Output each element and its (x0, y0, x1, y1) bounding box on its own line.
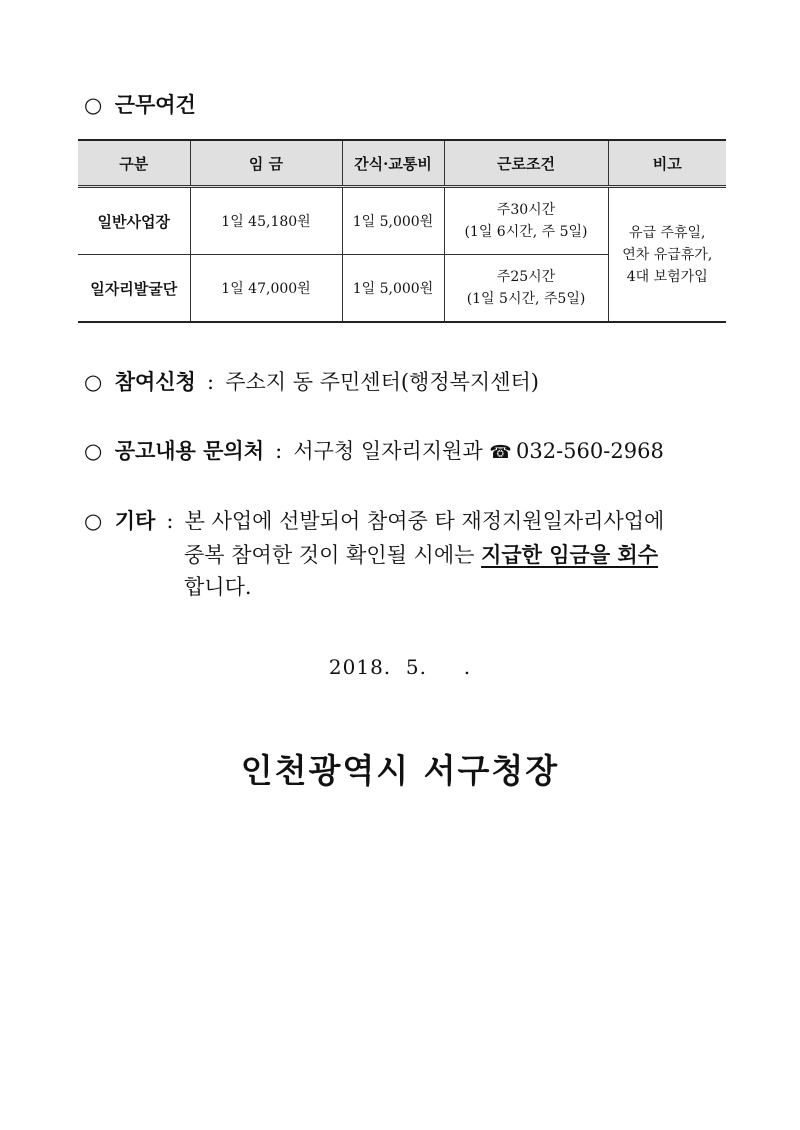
phone-icon: ☎ (489, 442, 512, 463)
condition-hours: 주25시간 (496, 269, 556, 285)
row-label-job-discovery: 일자리발굴단 (78, 255, 190, 323)
bullet-circle: ○ (84, 439, 103, 463)
remarks-cell (608, 187, 726, 323)
work-conditions-heading (84, 91, 196, 119)
etc-first-line (84, 507, 714, 535)
etc-emphasis: 지급한 임금을 회수 (481, 542, 659, 567)
remarks-line: 연차 유급휴가, (622, 246, 713, 263)
etc-text-line2: 중복 참여한 것이 확인될 시에는 (184, 543, 482, 567)
header-wage: 임 금 (190, 140, 342, 187)
etc-text-line1: 본 사업에 선발되어 참여중 타 재정지원일자리사업에 (184, 509, 665, 533)
application-line (84, 368, 539, 396)
bullet-circle: ○ (84, 93, 103, 117)
separator: : (166, 509, 174, 533)
application-label: 참여신청 (114, 369, 196, 394)
row-label-general: 일반사업장 (78, 187, 190, 255)
wage-cell: 1일 45,180원 (190, 187, 342, 255)
header-working-conditions: 근로조건 (444, 140, 608, 187)
phone-number: 032-560-2968 (516, 439, 664, 463)
conditions-table (78, 139, 726, 323)
condition-cell (444, 255, 608, 323)
header-category: 구분 (78, 140, 190, 187)
inquiry-line (84, 437, 664, 467)
separator: : (206, 370, 215, 394)
condition-cell (444, 187, 608, 255)
remarks-line: 4대 보험가입 (626, 268, 708, 285)
bullet-circle: ○ (84, 370, 103, 394)
header-allowance: 간식·교통비 (342, 140, 444, 187)
issuer-signature: 인천광역시 서구청장 (240, 751, 560, 790)
remarks-line: 유급 주휴일, (628, 224, 706, 241)
work-conditions-table (78, 139, 726, 323)
condition-detail: (1일 6시간, 주 5일) (464, 224, 588, 240)
allowance-cell: 1일 5,000원 (342, 255, 444, 323)
etc-line2 (184, 539, 714, 571)
separator: : (275, 439, 283, 463)
allowance-cell: 1일 5,000원 (342, 187, 444, 255)
etc-line3 (184, 571, 714, 603)
condition-detail: (1일 5시간, 주5일) (466, 291, 586, 307)
document-date: 2018. 5. . (328, 655, 472, 679)
header-remarks: 비고 (608, 140, 726, 187)
inquiry-text: 서구청 일자리지원과 (293, 439, 483, 463)
etc-label: 기타 (114, 508, 156, 533)
work-conditions-title: 근무여건 (114, 92, 196, 117)
condition-hours: 주30시간 (496, 202, 556, 218)
table-row (78, 187, 726, 255)
etc-block (84, 507, 714, 603)
wage-cell: 1일 47,000원 (190, 255, 342, 323)
application-text: 주소지 동 주민센터(행정복지센터) (225, 370, 539, 394)
inquiry-label: 공고내용 문의처 (114, 438, 264, 463)
table-header-row (78, 140, 726, 187)
bullet-circle: ○ (84, 509, 103, 533)
etc-text-line3: 합니다. (184, 575, 252, 599)
